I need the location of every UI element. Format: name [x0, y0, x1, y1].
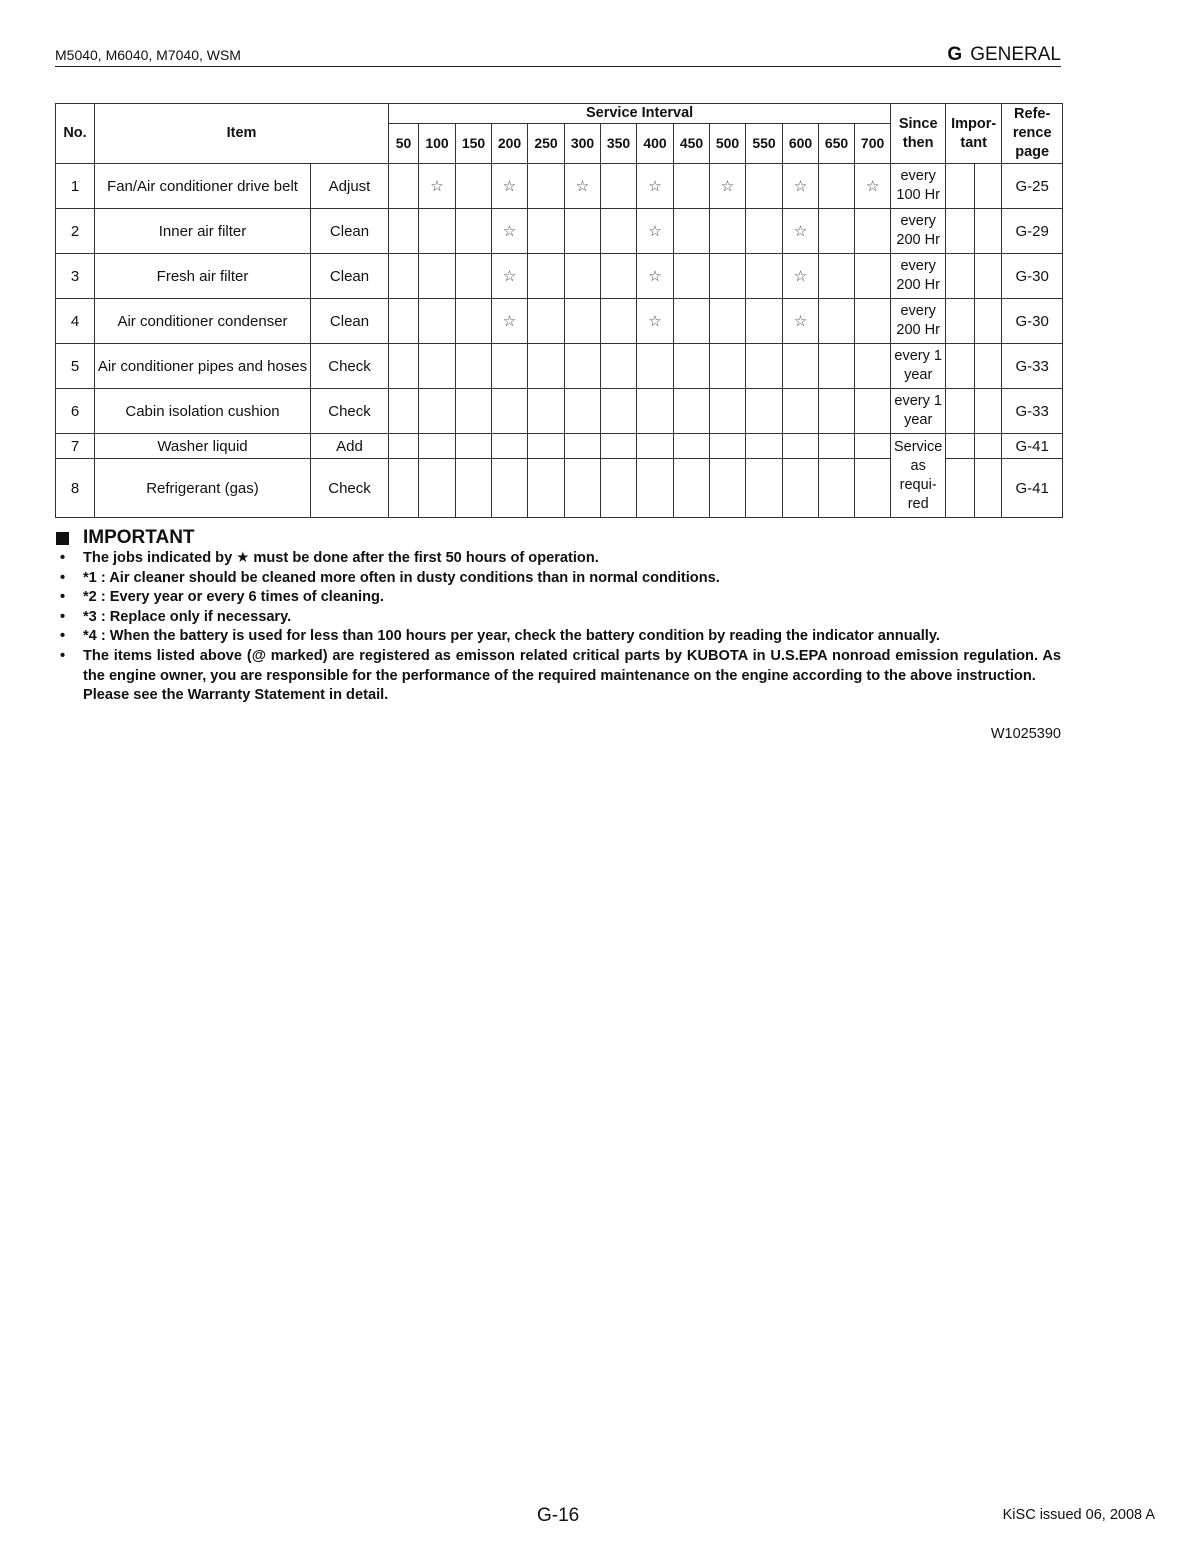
interval-cell	[565, 254, 601, 299]
header-important: Impor- tant	[946, 104, 1002, 164]
service-star-icon: ☆	[855, 164, 891, 209]
header-interval: 350	[601, 124, 637, 164]
row-since-then: Service as requi- red	[891, 434, 946, 518]
interval-cell	[456, 164, 492, 209]
interval-cell	[710, 389, 746, 434]
interval-cell	[855, 299, 891, 344]
bullet-icon: •	[60, 550, 66, 566]
interval-cell	[746, 254, 783, 299]
interval-cell	[528, 164, 565, 209]
square-bullet-icon	[56, 532, 69, 545]
row-action: Clean	[311, 209, 389, 254]
row-action: Adjust	[311, 164, 389, 209]
row-item: Inner air filter	[95, 209, 311, 254]
row-item: Refrigerant (gas)	[95, 459, 311, 518]
row-no: 2	[56, 209, 95, 254]
header-interval: 600	[783, 124, 819, 164]
row-reference-page: G-29	[1002, 209, 1063, 254]
table-row	[56, 299, 1063, 344]
important-section	[55, 527, 1061, 706]
row-item: Fan/Air conditioner drive belt	[95, 164, 311, 209]
interval-cell	[637, 344, 674, 389]
row-no: 3	[56, 254, 95, 299]
issue-info: KiSC issued 06, 2008 A	[1002, 1507, 1155, 1523]
interval-cell	[456, 209, 492, 254]
interval-cell	[565, 459, 601, 518]
important-note	[55, 549, 1061, 569]
service-star-icon: ☆	[783, 209, 819, 254]
interval-cell	[601, 344, 637, 389]
row-item: Air conditioner pipes and hoses	[95, 344, 311, 389]
row-reference-page: G-30	[1002, 254, 1063, 299]
service-star-icon: ☆	[565, 164, 601, 209]
maintenance-table	[55, 103, 1063, 518]
interval-cell	[389, 459, 419, 518]
interval-cell	[710, 299, 746, 344]
important-note	[55, 588, 1061, 608]
row-reference-page: G-33	[1002, 344, 1063, 389]
header-interval: 650	[819, 124, 855, 164]
interval-cell	[855, 459, 891, 518]
interval-cell	[389, 209, 419, 254]
interval-cell	[492, 459, 528, 518]
interval-cell	[601, 459, 637, 518]
interval-cell	[855, 344, 891, 389]
page-number: G-16	[537, 1505, 580, 1526]
interval-cell	[456, 299, 492, 344]
interval-cell	[674, 434, 710, 459]
interval-cell	[419, 344, 456, 389]
interval-cell	[389, 164, 419, 209]
row-since-then: every 200 Hr	[891, 209, 946, 254]
important-note	[55, 647, 1061, 706]
interval-cell	[783, 344, 819, 389]
interval-cell	[528, 344, 565, 389]
interval-cell	[674, 209, 710, 254]
interval-cell	[746, 459, 783, 518]
interval-cell	[746, 434, 783, 459]
note-continuation: Please see the Warranty Statement in detail.	[83, 687, 389, 704]
row-item: Air conditioner condenser	[95, 299, 311, 344]
row-important-sub	[975, 164, 1002, 209]
row-item: Cabin isolation cushion	[95, 389, 311, 434]
interval-cell	[565, 389, 601, 434]
row-no: 7	[56, 434, 95, 459]
row-action: Check	[311, 459, 389, 518]
row-important-sub	[975, 459, 1002, 518]
service-star-icon: ☆	[637, 254, 674, 299]
row-no: 4	[56, 299, 95, 344]
interval-cell	[710, 209, 746, 254]
row-no: 5	[56, 344, 95, 389]
interval-cell	[419, 434, 456, 459]
interval-cell	[746, 299, 783, 344]
interval-cell	[674, 254, 710, 299]
row-important	[946, 299, 975, 344]
interval-cell	[674, 459, 710, 518]
interval-cell	[637, 459, 674, 518]
service-star-icon: ☆	[492, 254, 528, 299]
row-important	[946, 434, 975, 459]
interval-cell	[819, 209, 855, 254]
doc-title: M5040, M6040, M7040, WSM	[55, 47, 241, 63]
interval-cell	[855, 209, 891, 254]
interval-cell	[819, 434, 855, 459]
header-interval: 50	[389, 124, 419, 164]
interval-cell	[419, 389, 456, 434]
header-interval: 150	[456, 124, 492, 164]
note-text: *2 : Every year or every 6 times of cleaning.	[83, 589, 384, 606]
interval-cell	[637, 434, 674, 459]
interval-cell	[601, 299, 637, 344]
row-reference-page: G-41	[1002, 434, 1063, 459]
interval-cell	[601, 209, 637, 254]
row-action: Clean	[311, 254, 389, 299]
interval-cell	[419, 459, 456, 518]
interval-cell	[456, 434, 492, 459]
bullet-icon: •	[60, 569, 66, 586]
interval-cell	[819, 389, 855, 434]
row-since-then: every 200 Hr	[891, 254, 946, 299]
interval-cell	[674, 164, 710, 209]
row-important	[946, 389, 975, 434]
page-header	[55, 44, 1061, 67]
service-star-icon: ☆	[637, 164, 674, 209]
row-action: Check	[311, 389, 389, 434]
header-interval: 250	[528, 124, 565, 164]
header-interval: 100	[419, 124, 456, 164]
interval-cell	[783, 389, 819, 434]
interval-cell	[492, 344, 528, 389]
section-letter: G	[947, 44, 963, 65]
interval-cell	[674, 344, 710, 389]
section-title	[947, 44, 1061, 66]
service-star-icon: ☆	[492, 209, 528, 254]
row-action: Add	[311, 434, 389, 459]
row-no: 1	[56, 164, 95, 209]
interval-cell	[492, 389, 528, 434]
service-star-icon: ☆	[492, 299, 528, 344]
interval-cell	[783, 459, 819, 518]
service-star-icon: ☆	[783, 164, 819, 209]
interval-cell	[746, 344, 783, 389]
interval-cell	[456, 344, 492, 389]
interval-cell	[565, 344, 601, 389]
row-important-sub	[975, 254, 1002, 299]
row-important-sub	[975, 299, 1002, 344]
interval-cell	[528, 459, 565, 518]
row-reference-page: G-33	[1002, 389, 1063, 434]
row-reference-page: G-30	[1002, 299, 1063, 344]
table-row	[56, 389, 1063, 434]
row-no: 6	[56, 389, 95, 434]
interval-cell	[674, 299, 710, 344]
interval-cell	[819, 299, 855, 344]
service-star-icon: ☆	[637, 209, 674, 254]
interval-cell	[565, 209, 601, 254]
header-interval: 550	[746, 124, 783, 164]
service-star-icon: ☆	[492, 164, 528, 209]
interval-cell	[637, 389, 674, 434]
header-reference-page: Refe- rence page	[1002, 104, 1063, 164]
row-item: Fresh air filter	[95, 254, 311, 299]
row-important	[946, 344, 975, 389]
row-important	[946, 209, 975, 254]
interval-cell	[601, 254, 637, 299]
row-since-then: every 1 year	[891, 344, 946, 389]
interval-cell	[528, 254, 565, 299]
interval-cell	[746, 389, 783, 434]
important-notes	[55, 549, 1061, 706]
note-text: *4 : When the battery is used for less than 100 hours per year, check the battery condition by reading the indicator annually.	[83, 628, 940, 645]
interval-cell	[710, 434, 746, 459]
interval-cell	[819, 459, 855, 518]
interval-cell	[601, 389, 637, 434]
interval-cell	[855, 389, 891, 434]
table-row	[56, 209, 1063, 254]
row-action: Check	[311, 344, 389, 389]
header-interval: 300	[565, 124, 601, 164]
interval-cell	[419, 299, 456, 344]
header-interval: 200	[492, 124, 528, 164]
interval-cell	[746, 209, 783, 254]
table-row	[56, 254, 1063, 299]
section-name: GENERAL	[970, 44, 1061, 65]
row-reference-page: G-41	[1002, 459, 1063, 518]
header-interval: 450	[674, 124, 710, 164]
table-row	[56, 164, 1063, 209]
interval-cell	[783, 434, 819, 459]
interval-cell	[528, 209, 565, 254]
interval-cell	[456, 389, 492, 434]
note-text: *3 : Replace only if necessary.	[83, 608, 292, 625]
row-important	[946, 254, 975, 299]
interval-cell	[456, 254, 492, 299]
important-heading-text: IMPORTANT	[83, 527, 195, 548]
interval-cell	[528, 299, 565, 344]
row-important	[946, 459, 975, 518]
interval-cell	[565, 434, 601, 459]
interval-cell	[674, 389, 710, 434]
service-star-icon: ☆	[710, 164, 746, 209]
important-note	[55, 569, 1061, 589]
row-since-then: every 200 Hr	[891, 299, 946, 344]
header-interval: 700	[855, 124, 891, 164]
header-service-interval: Service Interval	[389, 104, 891, 124]
interval-cell	[819, 344, 855, 389]
row-important-sub	[975, 389, 1002, 434]
bullet-icon: •	[60, 647, 66, 664]
service-star-icon: ☆	[783, 254, 819, 299]
row-important-sub	[975, 209, 1002, 254]
interval-cell	[389, 254, 419, 299]
header-item: Item	[95, 104, 389, 164]
table-row	[56, 434, 1063, 459]
interval-cell	[819, 254, 855, 299]
interval-cell	[601, 164, 637, 209]
bullet-icon: •	[60, 608, 66, 625]
row-important-sub	[975, 344, 1002, 389]
service-star-icon: ☆	[637, 299, 674, 344]
header-interval: 400	[637, 124, 674, 164]
row-important	[946, 164, 975, 209]
note-text: *1 : Air cleaner should be cleaned more often in dusty conditions than in normal conditions.	[83, 569, 720, 586]
note-text: The jobs indicated by ★ must be done after the first 50 hours of operation.	[83, 550, 599, 566]
interval-cell	[419, 209, 456, 254]
interval-cell	[855, 254, 891, 299]
header-interval: 500	[710, 124, 746, 164]
row-since-then: every 1 year	[891, 389, 946, 434]
interval-cell	[419, 254, 456, 299]
interval-cell	[528, 434, 565, 459]
interval-cell	[389, 299, 419, 344]
row-reference-page: G-25	[1002, 164, 1063, 209]
interval-cell	[819, 164, 855, 209]
interval-cell	[710, 254, 746, 299]
interval-cell	[565, 299, 601, 344]
service-star-icon: ☆	[419, 164, 456, 209]
bullet-icon: •	[60, 589, 66, 606]
interval-cell	[389, 344, 419, 389]
interval-cell	[601, 434, 637, 459]
interval-cell	[528, 389, 565, 434]
table-row	[56, 344, 1063, 389]
interval-cell	[492, 434, 528, 459]
interval-cell	[746, 164, 783, 209]
interval-cell	[855, 434, 891, 459]
row-important-sub	[975, 434, 1002, 459]
service-star-icon: ☆	[783, 299, 819, 344]
bullet-icon: •	[60, 628, 66, 645]
interval-cell	[710, 344, 746, 389]
interval-cell	[389, 434, 419, 459]
interval-cell	[389, 389, 419, 434]
note-text: The items listed above (@ marked) are registered as emisson related critical parts by KUBOTA in U.S.EPA nonroad emission regulation. As the engine owner, you are responsible for the performance of the required maintenance on the engine according to the above instruction.	[83, 647, 1061, 684]
row-item: Washer liquid	[95, 434, 311, 459]
row-no: 8	[56, 459, 95, 518]
header-since-then: Since then	[891, 104, 946, 164]
important-heading	[55, 527, 1061, 549]
reference-code: W1025390	[990, 726, 1061, 742]
row-action: Clean	[311, 299, 389, 344]
interval-cell	[710, 459, 746, 518]
header-no: No.	[56, 104, 95, 164]
important-note	[55, 627, 1061, 647]
row-since-then: every 100 Hr	[891, 164, 946, 209]
interval-cell	[456, 459, 492, 518]
important-note	[55, 608, 1061, 628]
